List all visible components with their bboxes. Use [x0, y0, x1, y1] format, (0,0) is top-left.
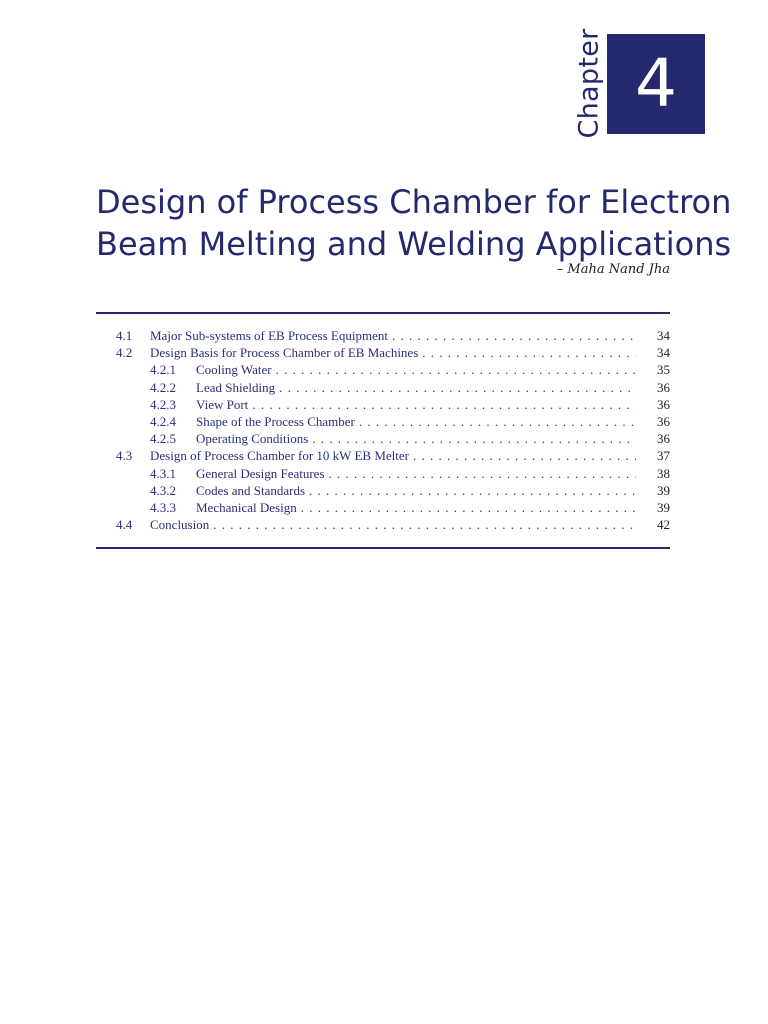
- toc-entry-page: 36: [636, 397, 670, 413]
- toc-entry[interactable]: [96, 483, 670, 500]
- toc-entry-number: 4.1: [116, 328, 133, 343]
- toc-entry[interactable]: [96, 448, 670, 465]
- toc-entry[interactable]: [96, 397, 670, 414]
- toc-entry-page: 39: [636, 483, 670, 499]
- chapter-title: [96, 181, 732, 265]
- chapter-title-line-2: Beam Melting and Welding Applications: [96, 225, 732, 264]
- toc-bottom-rule: [96, 547, 670, 549]
- toc-entry-page: 37: [636, 448, 670, 464]
- toc-entry-number: 4.2: [116, 345, 133, 361]
- toc-entry-number: 4.2.3: [150, 396, 176, 412]
- chapter-author: – Maha Nand Jha: [556, 262, 670, 277]
- toc-entry-title: Operating Conditions: [196, 431, 312, 447]
- toc-entry[interactable]: [96, 466, 670, 483]
- toc-entry-number: 4.4: [116, 517, 133, 533]
- toc-leader-dots: [279, 380, 636, 396]
- toc-leader-dots: [276, 362, 636, 378]
- toc-entry-title: Major Sub-systems of EB Process Equipment: [150, 328, 392, 344]
- toc-leader-dots: [213, 517, 636, 533]
- toc-entry[interactable]: [96, 517, 670, 534]
- toc-entry-number: 4.3.2: [150, 482, 176, 498]
- toc-leader-dots: [392, 328, 636, 344]
- toc-entry-page: 36: [636, 414, 670, 430]
- toc-entry[interactable]: [96, 500, 670, 517]
- toc-leader-dots: [312, 431, 636, 447]
- toc-leader-dots: [329, 466, 636, 482]
- chapter-label: Chapter: [573, 27, 605, 139]
- toc-entry[interactable]: [96, 362, 670, 379]
- chapter-number-box: [607, 34, 705, 134]
- toc-entry[interactable]: [96, 345, 670, 362]
- toc-leader-dots: [422, 345, 636, 361]
- toc-entry[interactable]: [96, 414, 670, 431]
- toc-leader-dots: [359, 414, 636, 430]
- toc-entry-number: 4.3: [116, 448, 133, 464]
- toc-leader-dots: [309, 483, 636, 499]
- toc-entry-title: Codes and Standards: [196, 483, 309, 499]
- toc-entry[interactable]: [96, 431, 670, 448]
- toc-entry-number: 4.2.4: [150, 413, 176, 429]
- toc-entry-title: Design of Process Chamber for 10 kW EB Melter: [150, 448, 413, 464]
- toc-entry-title: View Port: [196, 397, 252, 413]
- toc-top-rule: [96, 312, 670, 314]
- toc-entry-page: 36: [636, 380, 670, 396]
- toc-leader-dots: [252, 397, 636, 413]
- toc-leader-dots: [301, 500, 636, 516]
- toc-entry-number: 4.3.1: [150, 465, 176, 481]
- toc-entry[interactable]: [96, 328, 670, 345]
- chapter-title-line-1: Design of Process Chamber for Electron: [96, 183, 732, 222]
- toc-entry-page: 39: [636, 500, 670, 516]
- toc-entry-page: 34: [636, 328, 670, 344]
- toc-entry-title: General Design Features: [196, 466, 329, 482]
- toc-entry-title: Shape of the Process Chamber: [196, 414, 359, 430]
- toc-entry-title: Cooling Water: [196, 362, 276, 378]
- toc-entry-number: 4.2.5: [150, 431, 176, 447]
- toc-entry-number: 4.2.1: [150, 362, 176, 378]
- toc-leader-dots: [413, 448, 636, 464]
- table-of-contents: [96, 328, 670, 534]
- toc-entry-page: 35: [636, 362, 670, 378]
- toc-entry-page: 34: [636, 345, 670, 361]
- toc-entry-title: Conclusion: [150, 517, 213, 533]
- toc-entry-page: 36: [636, 431, 670, 447]
- toc-entry[interactable]: [96, 380, 670, 397]
- toc-entry-title: Lead Shielding: [196, 380, 279, 396]
- toc-entry-number: 4.2.2: [150, 379, 176, 395]
- toc-entry-title: Design Basis for Process Chamber of EB Machines: [150, 345, 422, 361]
- toc-entry-title: Mechanical Design: [196, 500, 301, 516]
- toc-entry-page: 38: [636, 466, 670, 482]
- chapter-number: 4: [635, 45, 677, 122]
- toc-entry-page: 42: [636, 517, 670, 533]
- toc-entry-number: 4.3.3: [150, 499, 176, 515]
